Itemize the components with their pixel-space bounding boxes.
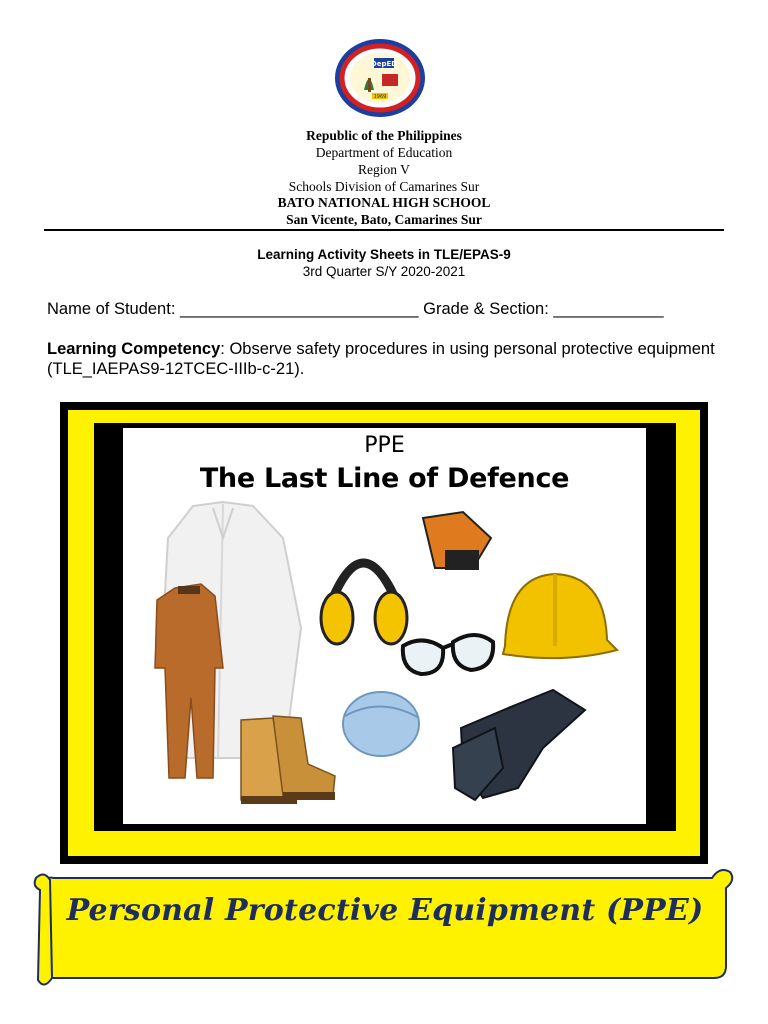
header-school: BATO NATIONAL HIGH SCHOOL bbox=[277, 195, 491, 210]
competency-text: : Observe safety procedures in using personal protective equipment (TLE_IAEPAS9-12TCEC-IIIb-c-21). bbox=[47, 340, 715, 378]
rubber-gloves-icon bbox=[453, 690, 585, 800]
poster-main-title: The Last Line of Defence bbox=[199, 463, 570, 494]
ear-muffs-icon bbox=[321, 563, 407, 644]
svg-text:DepED: DepED bbox=[370, 60, 398, 68]
banner-title: Personal Protective Equipment (PPE) bbox=[66, 893, 704, 928]
hard-hat-icon bbox=[503, 574, 617, 658]
header-address: San Vicente, Bato, Camarines Sur bbox=[286, 212, 482, 227]
sheet-quarter: 3rd Quarter S/Y 2020-2021 bbox=[302, 264, 466, 279]
header-division: Schools Division of Camarines Sur bbox=[288, 179, 480, 194]
poster-small-title: PPE bbox=[364, 433, 405, 458]
header-republic: Republic of the Philippines bbox=[306, 128, 462, 143]
header-department: Department of Education bbox=[315, 145, 453, 160]
header-region: Region V bbox=[358, 162, 410, 177]
competency-label: Learning Competency bbox=[47, 340, 221, 358]
svg-text:1969: 1969 bbox=[373, 94, 387, 100]
school-logo bbox=[334, 38, 426, 118]
dust-mask-icon bbox=[343, 692, 419, 756]
scroll-banner bbox=[30, 866, 736, 990]
header-divider bbox=[44, 229, 724, 231]
work-boots-icon bbox=[241, 716, 335, 804]
sheet-title: Learning Activity Sheets in TLE/EPAS-9 bbox=[257, 247, 511, 262]
learning-competency bbox=[47, 339, 727, 379]
leather-gloves-icon bbox=[423, 512, 491, 570]
student-name-grade-line: Name of Student: __________________________ Grade & Section: ____________ bbox=[47, 300, 664, 318]
safety-glasses-icon bbox=[403, 635, 493, 674]
